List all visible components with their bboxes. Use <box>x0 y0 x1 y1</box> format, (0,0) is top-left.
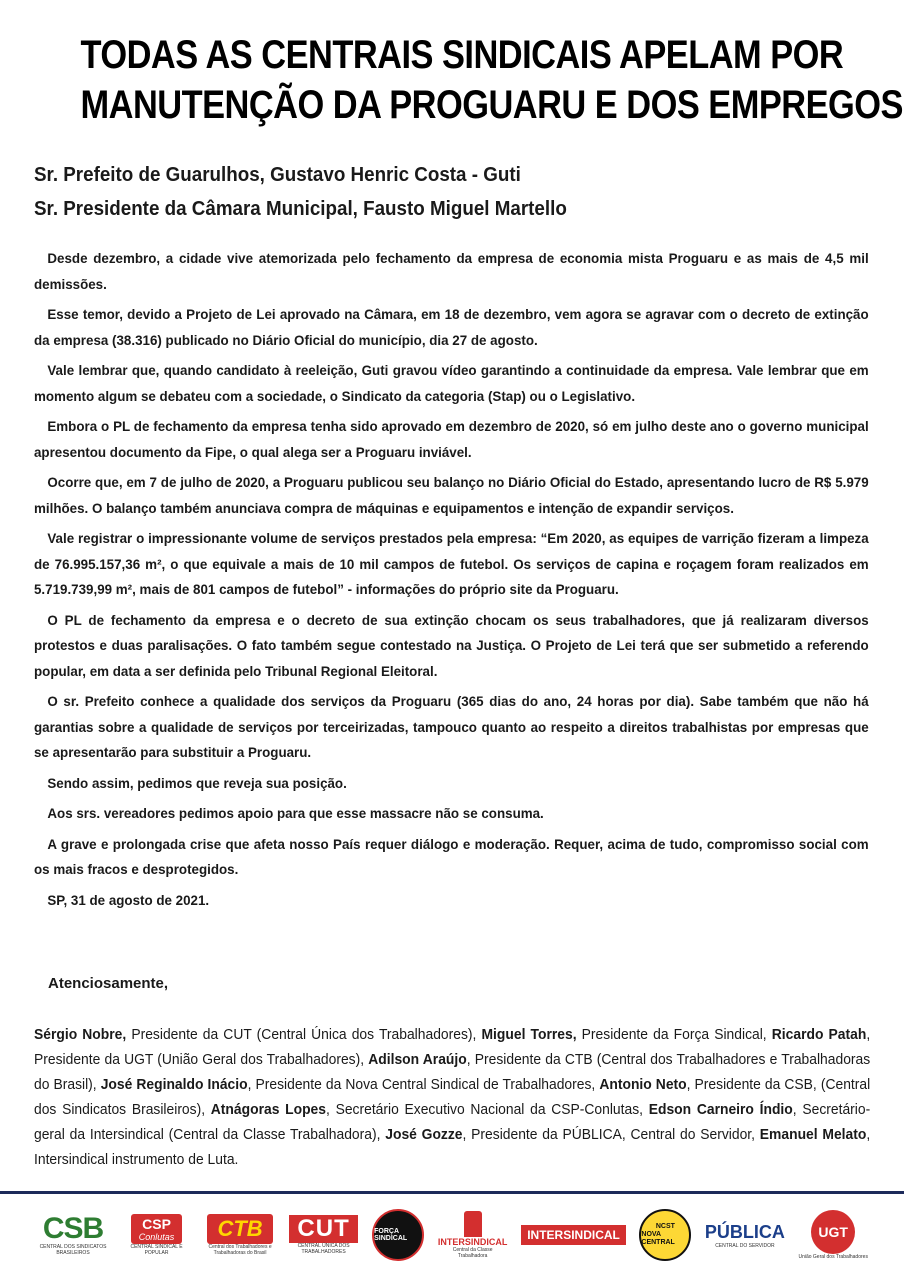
paragraph: A grave e prolongada crise que afeta nosso País requer diálogo e moderação. Requer, acima de tudo, compromisso social com os mais fracos e desprotegidos. <box>34 835 869 877</box>
ncst-logo-top-text: NCST <box>655 1223 675 1230</box>
ctb-logo-subtitle: Central dos Trabalhadores e Trabalhadoras do Brasil <box>208 1244 272 1256</box>
signatory-name: Emanuel Melato <box>759 1126 867 1143</box>
signatory-role: , Presidente da CTB (Central dos Trabalhadores e Trabalhadoras do Brasil), <box>34 1051 871 1093</box>
publica-logo <box>705 1222 785 1249</box>
addressee-mayor: Sr. Prefeito de Guarulhos, Gustavo Henric Costa - Guti <box>34 164 521 186</box>
paragraph: O sr. Prefeito conhece a qualidade dos serviços da Proguaru (365 dias do ano, 24 horas por dia). Sabe também que não há garantias sobre a qualidade de serviços por terceirizadas, tampouco quanto ao respeito a direitos trabalhistas por empresas que se apresentarão para substituir a Proguaru. <box>34 693 869 760</box>
paragraph: Sendo assim, pedimos que reveja sua posição. <box>47 774 347 791</box>
paragraph: Desde dezembro, a cidade vive atemorizada pelo fechamento da empresa de economia mista Proguaru e as mais de 4,5 mil demissões. <box>34 250 869 292</box>
signatory-name: José Reginaldo Inácio <box>100 1076 248 1093</box>
footer-divider <box>0 1191 904 1194</box>
signatories-block <box>34 1022 870 1172</box>
ugt-logo-text: UGT <box>811 1210 855 1254</box>
date-line: SP, 31 de agosto de 2021. <box>47 891 210 908</box>
intersindical-logo <box>521 1225 626 1245</box>
signatory-name: Atnágoras Lopes <box>210 1101 326 1118</box>
ncst-logo-text: NOVA CENTRAL <box>641 1231 675 1246</box>
signatory-name: Miguel Torres, <box>481 1026 577 1043</box>
union-logos-bar <box>38 1205 868 1265</box>
csb-logo-subtitle: CENTRAL DOS SINDICATOS BRASILEIROS <box>39 1244 107 1256</box>
signatory-name: Sérgio Nobre, <box>34 1026 127 1043</box>
intersindical-luta-logo-subtitle: Central da Classe Trabalhadora <box>452 1247 493 1259</box>
cut-logo-subtitle: CENTRAL ÚNICA DOS TRABALHADORES <box>297 1243 350 1255</box>
ncst-logo <box>639 1209 691 1261</box>
ugt-logo <box>798 1210 868 1260</box>
signatory-name: Edson Carneiro Índio <box>648 1101 793 1118</box>
signatory-role: , Presidente da UGT (União Geral dos Trabalhadores), <box>34 1026 871 1068</box>
publica-logo-text: PÚBLICA <box>704 1221 785 1242</box>
paragraph: Vale registrar o impressionante volume de serviços prestados pela empresa: “Em 2020, as equipes de varrição fizeram a limpeza de 76.995.157,36 m², o que equivale a mais de 10 mil campos de futebol. Os serviços de capina e roçagem foram realizados em 5.719.739,99 m², mais de 801 campos de futebol” - informações do próprio site da Proguaru. <box>34 530 869 597</box>
paragraph: Vale lembrar que, quando candidato à reeleição, Guti gravou vídeo garantindo a continuidade da empresa. Vale lembrar que em momento algum se debateu com a sociedade, o Sindicato da categoria (Stap) ou o Legislativo. <box>34 362 869 404</box>
signatory-name: José Gozze <box>385 1126 463 1143</box>
publica-logo-subtitle: CENTRAL DO SERVIDOR <box>715 1242 775 1249</box>
cut-logo <box>289 1215 359 1255</box>
signatory-name: Adilson Araújo <box>368 1051 467 1068</box>
signatory-role: , Presidente da Nova Central Sindical de Trabalhadores, <box>247 1076 600 1093</box>
headline-line-2: MANUTENÇÃO DA PROGUARU E DOS EMPREGOS <box>80 83 903 127</box>
ctb-logo-text: CTB <box>207 1214 272 1244</box>
headline-line-1: TODAS AS CENTRAIS SINDICAIS APELAM POR <box>80 33 844 77</box>
intersindical-luta-logo-text: INTERSINDICAL <box>437 1237 508 1247</box>
signatory-role: , Presidente da PÚBLICA, Central do Servidor, <box>462 1126 760 1143</box>
signatory-role: , Secretário Executivo Nacional da CSP-Conlutas, <box>325 1101 649 1118</box>
signatory-role: , Intersindical instrumento de Luta. <box>34 1126 871 1168</box>
fist-icon <box>464 1211 482 1237</box>
csb-logo <box>38 1214 108 1256</box>
conlutas-logo-text: Conlutas <box>138 1232 175 1242</box>
paragraph: O PL de fechamento da empresa e o decreto de sua extinção chocam os seus trabalhadores, que já realizaram diversos protestos e duas paralisações. O fato também segue contestado na Justiça. O Projeto de Lei terá que ser submetido a referendo popular, em data a ser definida pelo Tribunal Regional Eleitoral. <box>34 611 869 679</box>
forca-sindical-logo-text: FORÇA SINDICAL <box>372 1209 424 1261</box>
signatory-role: , Presidente da CSB, (Central dos Sindicatos Brasileiros), <box>34 1076 871 1118</box>
addressee-block <box>34 158 567 226</box>
ctb-logo <box>205 1214 275 1256</box>
signatory-name: Ricardo Patah <box>771 1026 867 1043</box>
letter-body <box>34 246 869 918</box>
signatory-role: Presidente da CUT (Central Única dos Trabalhadores), <box>126 1026 482 1043</box>
paragraph: Esse temor, devido a Projeto de Lei aprovado na Câmara, em 18 de dezembro, vem agora se agravar com o decreto de extinção da empresa (38.316) publicado no Diário Oficial do município, dia 27 de agosto. <box>34 306 869 348</box>
csp-conlutas-logo <box>122 1214 192 1256</box>
paragraph: Embora o PL de fechamento da empresa tenha sido aprovado em dezembro de 2020, só em julho deste ano o governo municipal apresentou documento da Fipe, o qual alega ser a Proguaru inviável. <box>34 418 869 460</box>
intersindical-logo-text: INTERSINDICAL <box>521 1225 626 1245</box>
csb-logo-text: CSB <box>42 1212 104 1245</box>
headline <box>80 30 903 130</box>
closing-salutation: Atenciosamente, <box>48 975 169 992</box>
csp-logo-text: CSP <box>142 1216 171 1232</box>
signatory-role: , Secretário-geral da Intersindical (Central da Classe Trabalhadora), <box>34 1101 871 1143</box>
signatory-name: Antonio Neto <box>599 1076 687 1093</box>
cut-logo-text: CUT <box>289 1215 357 1243</box>
csp-logo-subtitle: CENTRAL SINDICAL E POPULAR <box>130 1244 183 1256</box>
signatory-role: Presidente da Força Sindical, <box>576 1026 772 1043</box>
addressee-council-president: Sr. Presidente da Câmara Municipal, Fausto Miguel Martello <box>34 198 567 220</box>
paragraph: Ocorre que, em 7 de julho de 2020, a Proguaru publicou seu balanço no Diário Oficial do Estado, apresentando lucro de R$ 5.979 milhões. O balanço também anunciava compra de máquinas e equipamentos e intenção de expandir serviços. <box>34 474 869 516</box>
paragraph: Aos srs. vereadores pedimos apoio para que esse massacre não se consuma. <box>47 805 544 821</box>
ugt-logo-subtitle: União Geral dos Trabalhadores <box>798 1254 868 1260</box>
intersindical-luta-logo <box>438 1211 508 1259</box>
forca-sindical-logo <box>372 1209 424 1261</box>
